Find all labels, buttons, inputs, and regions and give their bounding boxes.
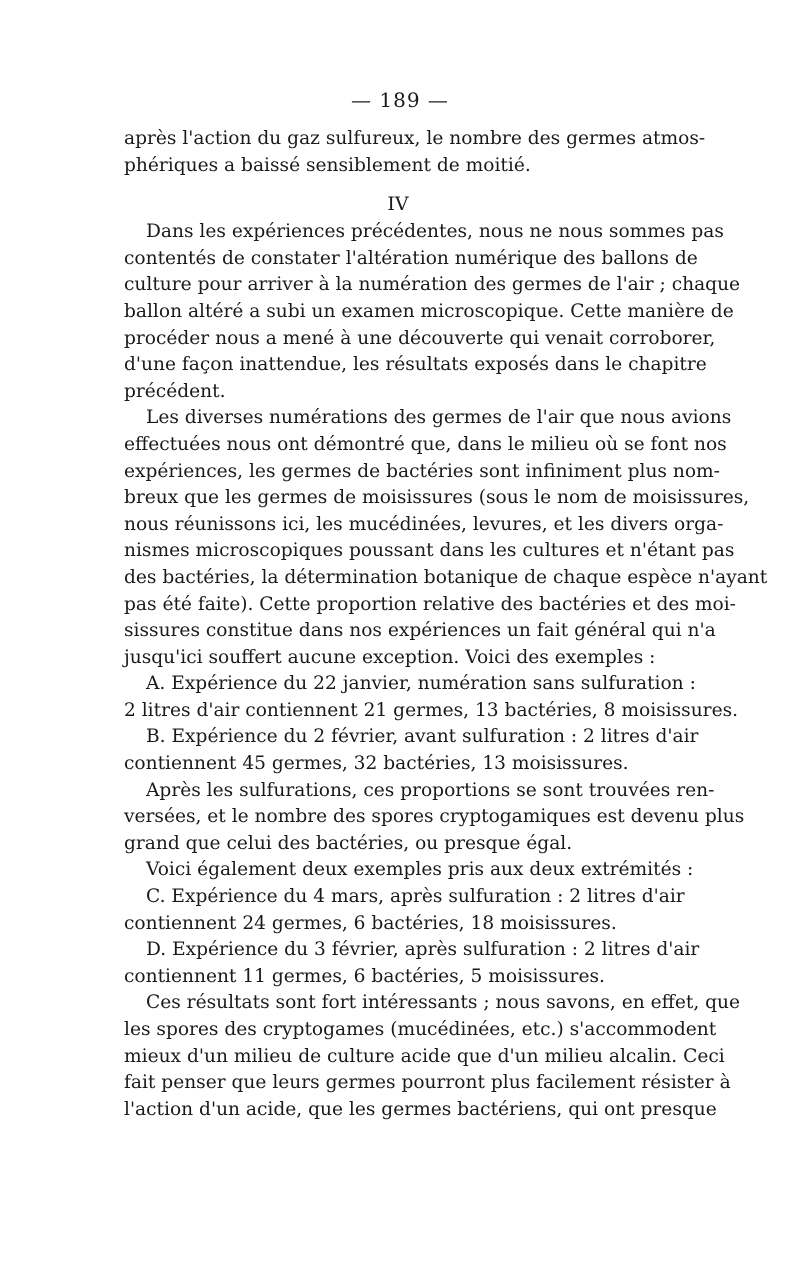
text-line: phériques a baissé sensiblement de moitié. xyxy=(124,154,531,176)
text-line: après l'action du gaz sulfureux, le nombre des germes atmos- xyxy=(124,128,706,149)
example-b-line: B. Expérience du 2 février, avant sulfuration : 2 litres d'air xyxy=(146,726,699,748)
text-line: contiennent 11 germes, 6 bactéries, 5 moisissures. xyxy=(124,965,605,987)
example-c-line: C. Expérience du 4 mars, après sulfuration : 2 litres d'air xyxy=(146,886,685,908)
text-line: breux que les germes de moisissures (sous le nom de moisissures, xyxy=(124,487,750,509)
text-line: versées, et le nombre des spores cryptogamiques est devenu plus xyxy=(124,806,745,828)
text-line: Voici également deux exemples pris aux deux extrémités : xyxy=(146,859,694,881)
text-line: fait penser que leurs germes pourront plus facilement résister à xyxy=(124,1072,731,1094)
page-number: — 189 — xyxy=(351,88,449,112)
text-line: Les diverses numérations des germes de l'air que nous avions xyxy=(146,407,732,429)
text-line: Après les sulfurations, ces proportions se sont trouvées ren- xyxy=(146,779,715,801)
text-line: mieux d'un milieu de culture acide que d'un milieu alcalin. Ceci xyxy=(124,1045,725,1067)
text-line: nismes microscopiques poussant dans les cultures et n'étant pas xyxy=(124,540,735,562)
text-line: des bactéries, la détermination botanique de chaque espèce n'ayant xyxy=(124,566,768,588)
text-line: contiennent 24 germes, 6 bactéries, 18 moisissures. xyxy=(124,912,617,934)
text-line: nous réunissons ici, les mucédinées, levures, et les divers orga- xyxy=(124,513,724,535)
text-line: procéder nous a mené à une découverte qui venait corroborer, xyxy=(124,327,716,349)
text-line: contentés de constater l'altération numérique des ballons de xyxy=(124,247,698,269)
text-line: 2 litres d'air contiennent 21 germes, 13 bactéries, 8 moisissures. xyxy=(124,699,739,721)
text-line: contiennent 45 germes, 32 bactéries, 13 moisissures. xyxy=(124,753,629,775)
section-heading: IV xyxy=(387,193,409,216)
text-line: expériences, les germes de bactéries sont infiniment plus nom- xyxy=(124,460,720,482)
text-line: effectuées nous ont démontré que, dans le milieu où se font nos xyxy=(124,433,727,455)
body-text xyxy=(124,126,768,1123)
example-a-line: A. Expérience du 22 janvier, numération sans sulfuration : xyxy=(146,673,696,695)
text-line: Dans les expériences précédentes, nous ne nous sommes pas xyxy=(146,221,724,243)
text-line: pas été faite). Cette proportion relative des bactéries et des moi- xyxy=(124,593,736,615)
text-line: les spores des cryptogames (mucédinées, etc.) s'accommodent xyxy=(124,1019,717,1040)
text-line: jusqu'ici souffert aucune exception. Voici des exemples : xyxy=(124,646,656,668)
text-line: d'une façon inattendue, les résultats exposés dans le chapitre xyxy=(124,354,707,376)
text-line: grand que celui des bactéries, ou presque égal. xyxy=(124,832,573,854)
text-line: précédent. xyxy=(124,380,226,402)
text-line: culture pour arriver à la numération des germes de l'air ; chaque xyxy=(124,274,741,296)
text-line: ballon altéré a subi un examen microscopique. Cette manière de xyxy=(124,300,734,322)
text-line: l'action d'un acide, que les germes bactériens, qui ont presque xyxy=(124,1098,717,1120)
example-d-line: D. Expérience du 3 février, après sulfuration : 2 litres d'air xyxy=(146,939,700,961)
text-line: sissures constitue dans nos expériences un fait général qui n'a xyxy=(124,620,716,642)
text-line: Ces résultats sont fort intéressants ; nous savons, en effet, que xyxy=(146,992,741,1014)
